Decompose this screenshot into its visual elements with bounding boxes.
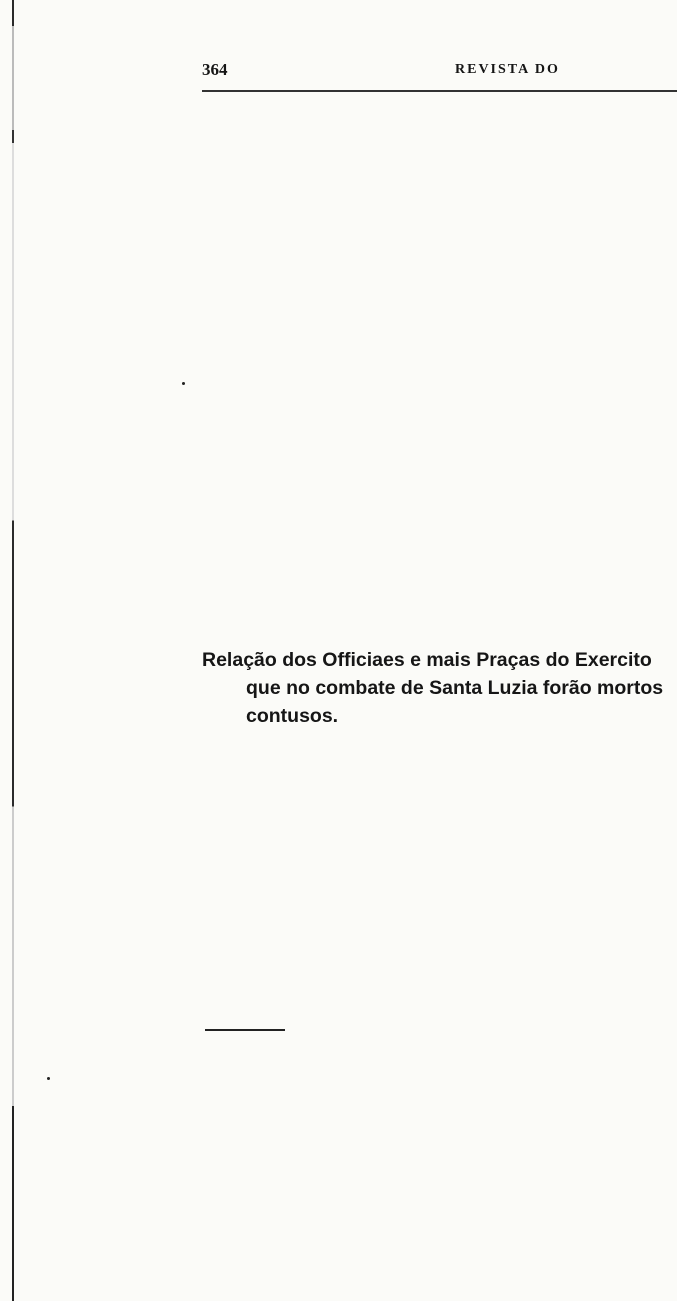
header-rule: [202, 90, 677, 92]
section-title-line: contusos.: [246, 705, 339, 727]
footnote-rule: [205, 1029, 285, 1031]
section-title-line: que no combate de Santa Luzia forão mortos: [246, 677, 664, 699]
section-title-line: Relação dos Officiaes e mais Praças do Exercito: [202, 649, 652, 671]
binding-gutter-line: [12, 0, 14, 1301]
page-header: [202, 60, 677, 90]
gutter-mark: [47, 1077, 50, 1080]
page-number: 364: [202, 60, 228, 79]
gutter-mark: [182, 382, 185, 385]
running-title: REVISTA DO: [455, 62, 560, 77]
